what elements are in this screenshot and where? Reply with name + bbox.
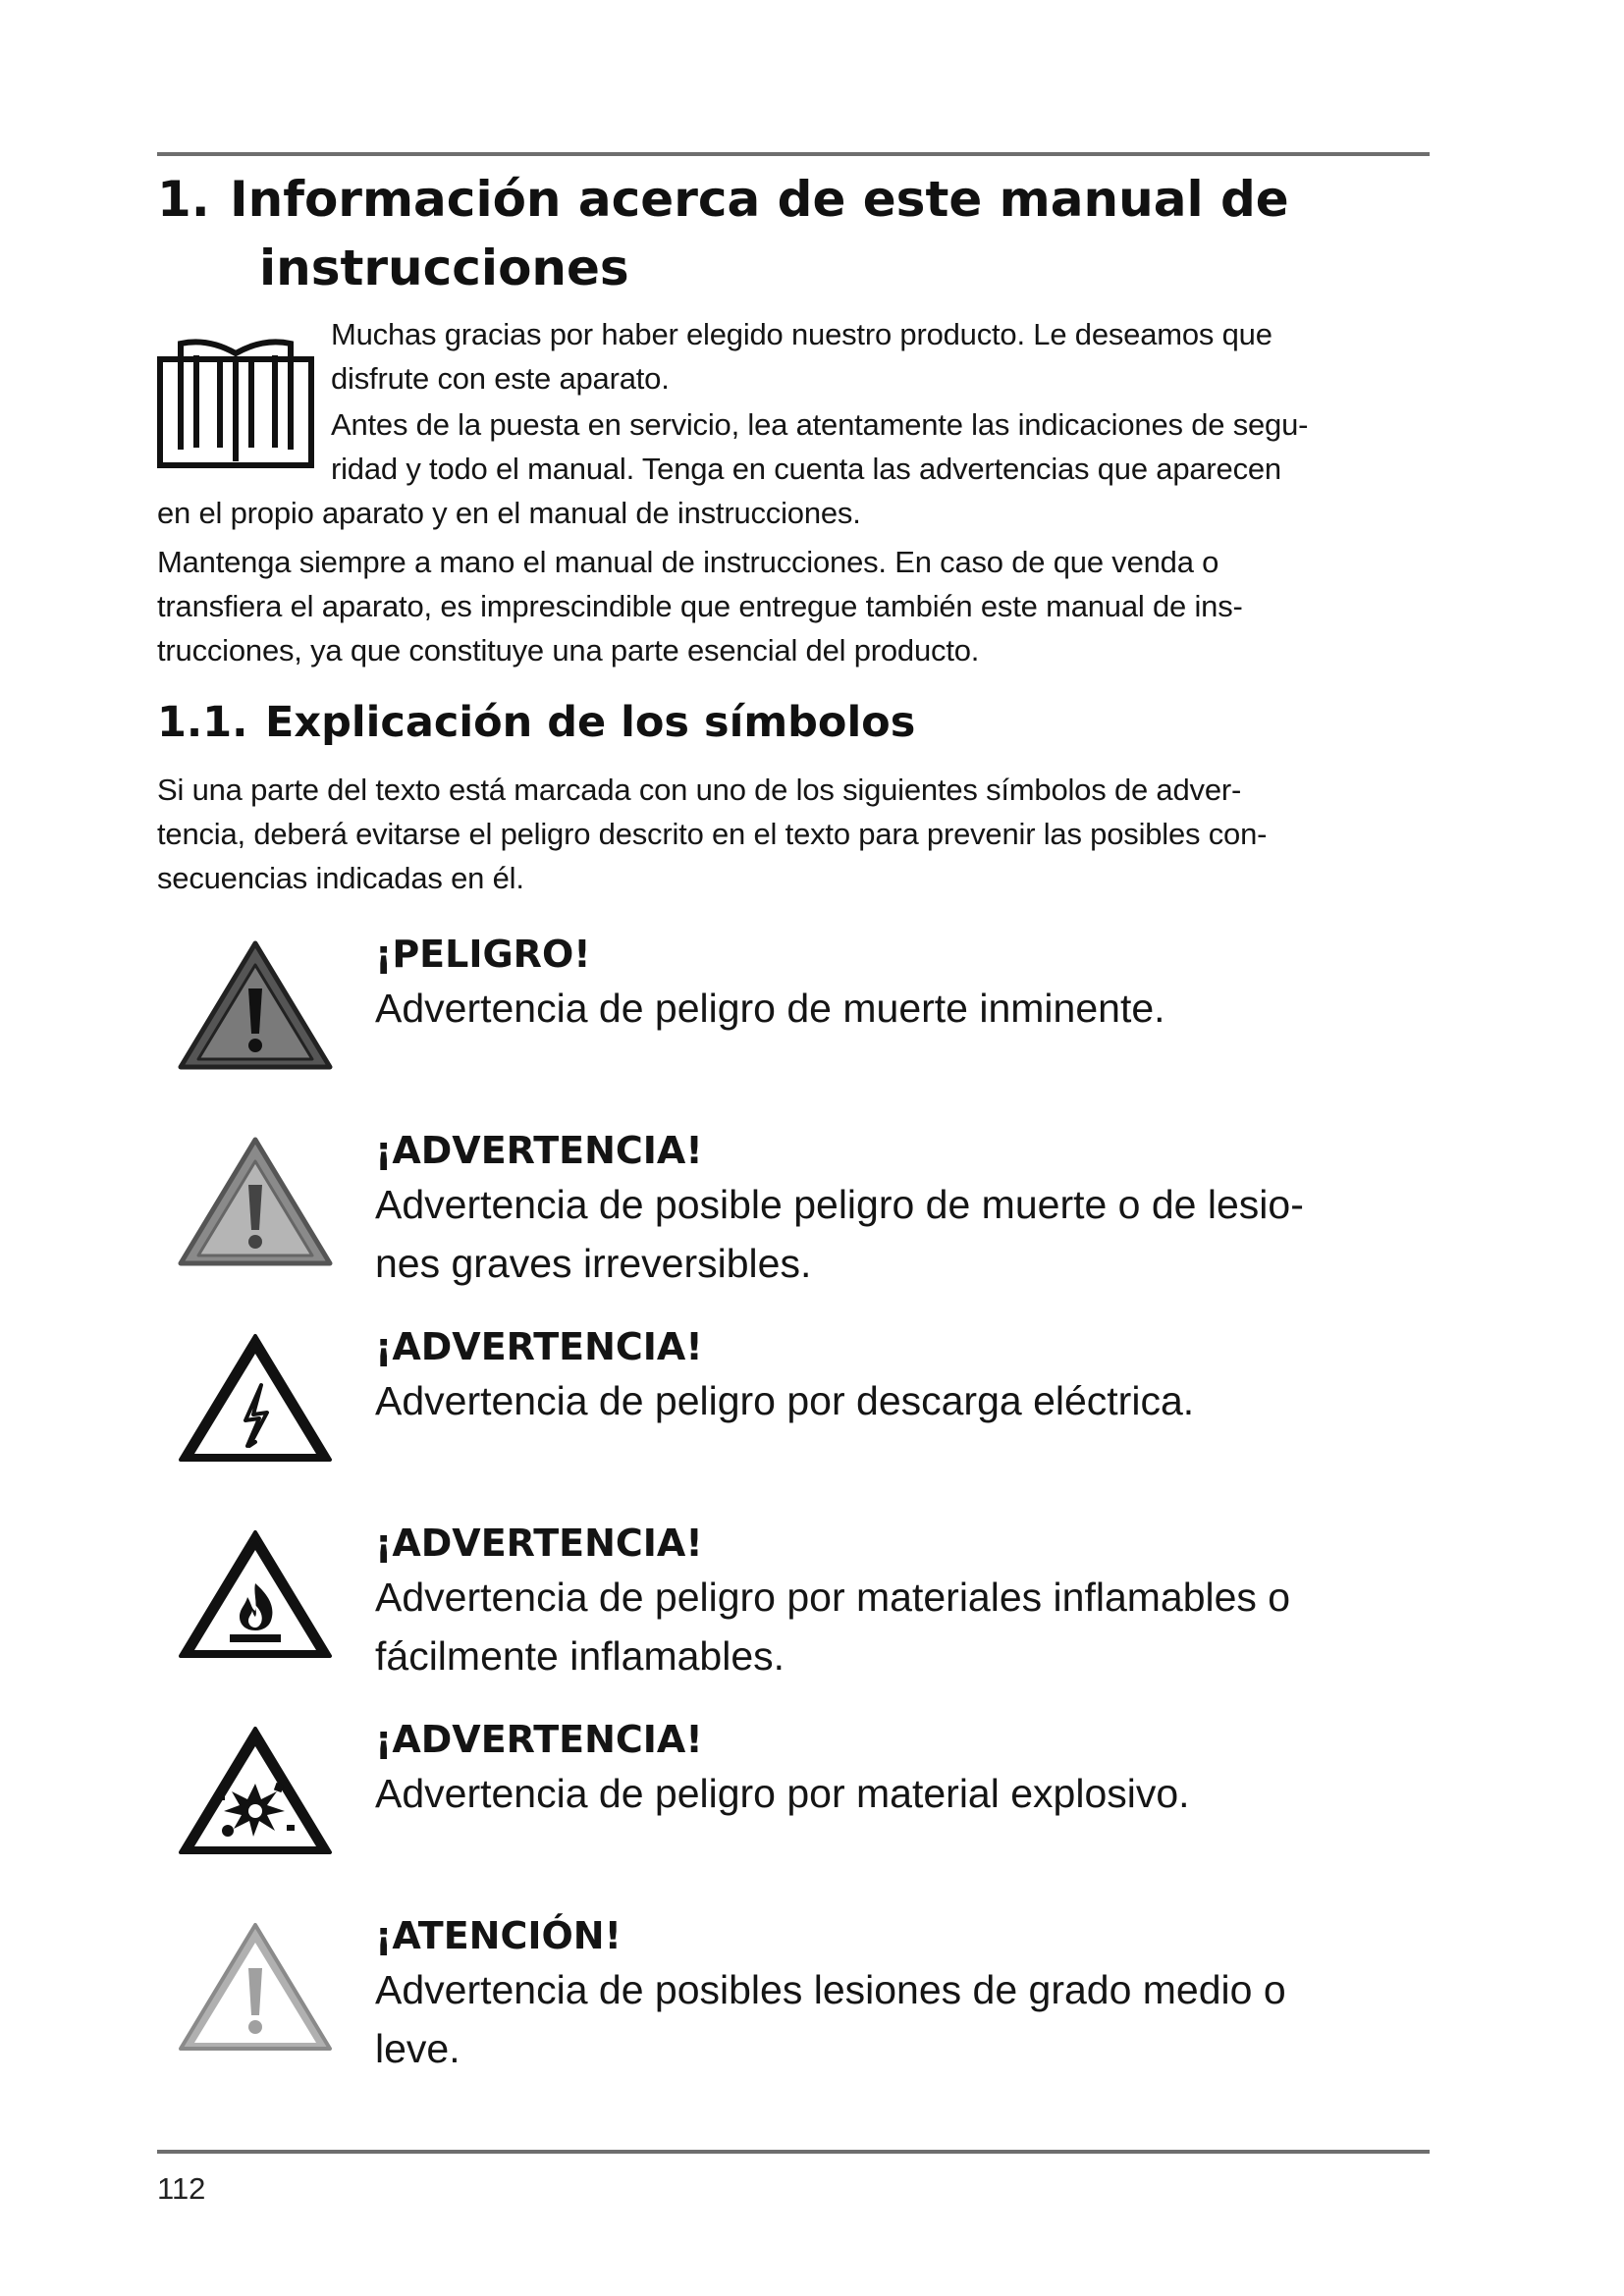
explosive-icon [177,1723,334,1860]
section-title: Explicación de los símbolos [265,698,916,747]
intro-paragraph-3: Mantenga siempre a mano el manual de instrucciones. En caso de que venda o transfiera el aparato, es imprescindible que entregue también este manual de ins- trucciones, ya que constituye una parte esencial del producto. [157,545,1243,667]
warning-description: Advertencia de posibles lesiones de grado medio o leve. [375,1967,1286,2071]
intro-paragraph-2-continued: en el propio aparato y en el manual de instrucciones. [157,496,861,530]
warning-description: Advertencia de peligro por materiales inflamables o fácilmente inflamables. [375,1575,1291,1679]
bottom-rule [157,2150,1430,2154]
warning-title: ¡ADVERTENCIA! [375,1718,703,1761]
warning-title: ¡ADVERTENCIA! [375,1325,703,1368]
warning-description: Advertencia de posible peligro de muerte o de lesio- nes graves irreversibles. [375,1182,1304,1286]
heading-line-1: Información acerca de este manual de [230,171,1289,228]
electric-shock-icon [177,1330,334,1468]
top-rule [157,152,1430,156]
section-number: 1.1. [157,698,248,747]
manual-book-icon [157,332,314,471]
caution-icon [177,1919,334,2056]
warning-description: Advertencia de peligro por descarga eléctrica. [375,1378,1195,1423]
warning-description: Advertencia de peligro por material explosivo. [375,1771,1190,1816]
warning-description: Advertencia de peligro de muerte inminente. [375,986,1165,1031]
warning-title: ¡ATENCIÓN! [375,1914,622,1957]
flammable-icon [177,1526,334,1664]
warning-title: ¡ADVERTENCIA! [375,1129,703,1172]
warning-title: ¡ADVERTENCIA! [375,1522,703,1565]
page-number: 112 [157,2171,206,2206]
heading-number: 1. [157,171,210,228]
section-heading [157,693,915,752]
intro-paragraph-1: Muchas gracias por haber elegido nuestro producto. Le deseamos que disfrute con este aparato. [331,317,1272,396]
heading-line-2: instrucciones [259,240,629,296]
section-paragraph: Si una parte del texto está marcada con uno de los siguientes símbolos de adver- tencia, deberá evitarse el peligro descrito en el texto para prevenir las posibles con- secuencias indicadas en él. [157,773,1268,895]
warning-title: ¡PELIGRO! [375,933,591,976]
warning-icon [177,1134,334,1271]
danger-icon [177,937,334,1075]
intro-paragraph-2: Antes de la puesta en servicio, lea atentamente las indicaciones de segu- ridad y todo el manual. Tenga en cuenta las advertencias que aparecen [331,407,1309,486]
